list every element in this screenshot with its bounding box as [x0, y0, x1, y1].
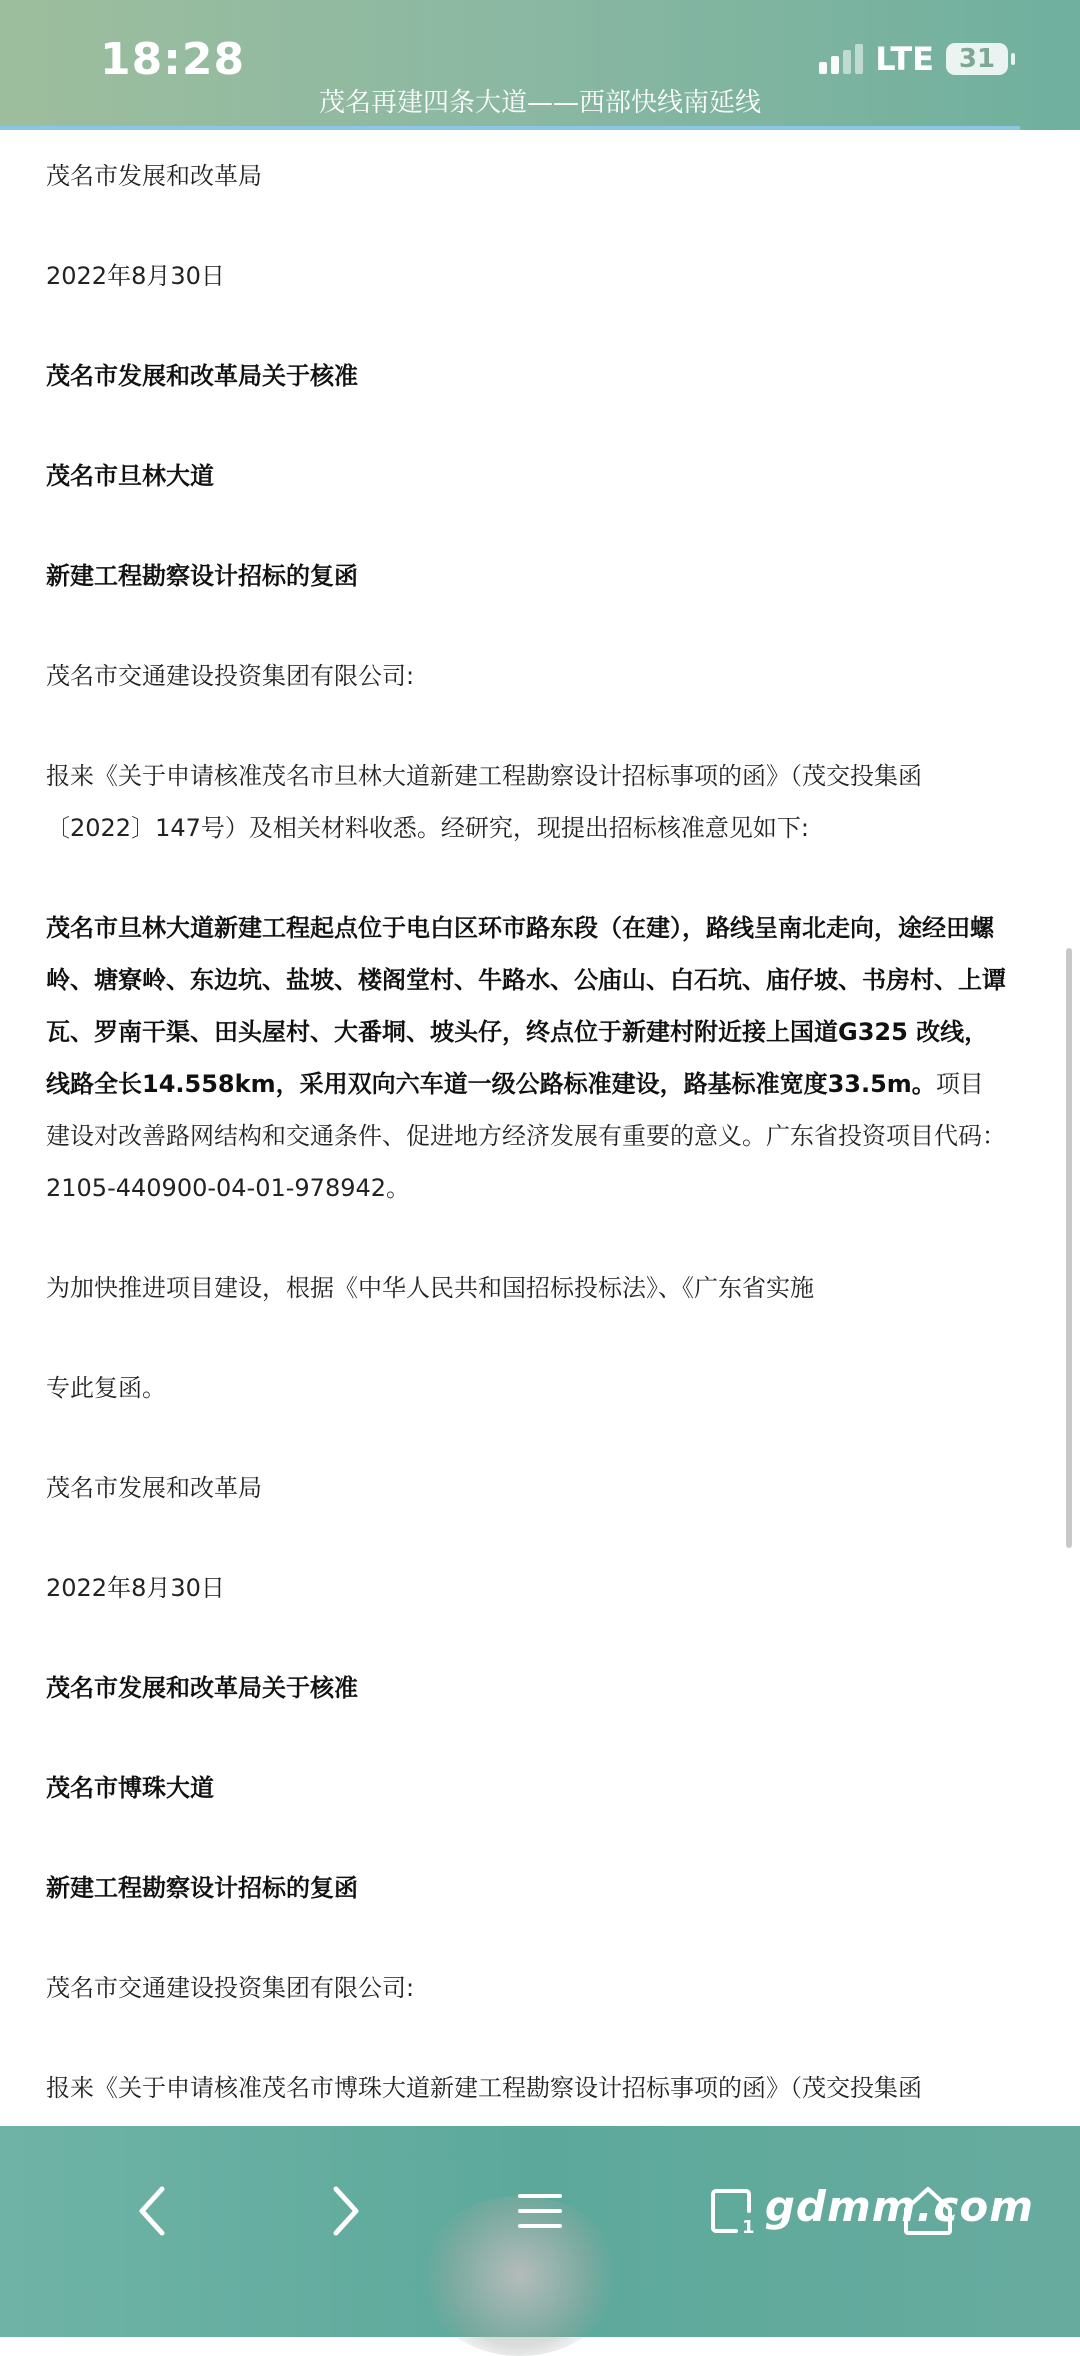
recipient: 茂名市交通建设投资集团有限公司: — [46, 1974, 415, 2002]
back-button[interactable] — [107, 2166, 197, 2256]
bottom-nav-bar — [0, 2126, 1080, 2337]
project-description-significance: 项目建设对改善路网结构和交通条件、促进地方经济发展有重要的意义。广东省投资项目代码：2105-440900-04-01-978942。 — [46, 1070, 1006, 1202]
issuer-name: 茂名市发展和改革局 — [46, 1474, 262, 1502]
issuer-name: 茂名市发展和改革局 — [46, 162, 262, 190]
menu-button[interactable] — [495, 2166, 585, 2256]
project-description-key-facts: 茂名市旦林大道新建工程起点位于电白区环市路东段（在建），路线呈南北走向，途经田螺岭、塘寮岭、东边坑、盐坡、楼阁堂村、牛路水、公庙山、白石坑、庙仔坡、书房村、上谭瓦、罗南干渠、田头屋村、大番垌、坡头仔，终点位于新建村附近接上国道G325 改线，线路全长14.558km，采用双向六车道一级公路标准建设，路基标准宽度33.5m。 — [46, 914, 1006, 1098]
scrollbar[interactable] — [1066, 948, 1072, 1548]
battery-icon: 31 — [946, 43, 1008, 75]
issue-date: 2022年8月30日 — [46, 1574, 225, 1602]
legal-basis: 为加快推进项目建设，根据《中华人民共和国招标投标法》、《广东省实施 — [46, 1274, 814, 1302]
menu-icon — [515, 2186, 565, 2236]
forward-button[interactable] — [301, 2166, 391, 2256]
doc-title-line-2: 茂名市旦林大道 — [46, 462, 214, 490]
tab-count: 1 — [742, 2217, 755, 2238]
letter-intro: 报来《关于申请核准茂名市旦林大道新建工程勘察设计招标事项的函》（茂交投集函〔2022〕147号）及相关材料收悉。经研究，现提出招标核准意见如下: — [46, 762, 922, 842]
closing-line: 专此复函。 — [46, 1374, 166, 1402]
doc-title-line-2: 茂名市博珠大道 — [46, 1774, 214, 1802]
doc-title-line-1: 茂名市发展和改革局关于核准 — [46, 362, 358, 390]
status-indicators — [819, 40, 1008, 78]
recipient: 茂名市交通建设投资集团有限公司: — [46, 662, 415, 690]
back-icon — [132, 2183, 172, 2239]
project-description — [46, 902, 1006, 1214]
network-type: LTE — [875, 40, 934, 78]
forward-icon — [326, 2183, 366, 2239]
page-title: 茂名再建四条大道——西部快线南延线 — [318, 88, 761, 118]
issue-date: 2022年8月30日 — [46, 262, 225, 290]
site-watermark: gdmm.com — [764, 2182, 1034, 2231]
doc-title-line-1: 茂名市发展和改革局关于核准 — [46, 1674, 358, 1702]
letter-intro: 报来《关于申请核准茂名市博珠大道新建工程勘察设计招标事项的函》（茂交投集函 — [46, 2074, 922, 2102]
article-body — [46, 130, 1006, 2114]
doc-title-line-3: 新建工程勘察设计招标的复函 — [46, 1874, 358, 1902]
status-time: 18:28 — [100, 34, 246, 85]
signal-icon — [819, 44, 863, 74]
top-header — [0, 0, 1080, 130]
doc-title-line-3: 新建工程勘察设计招标的复函 — [46, 562, 358, 590]
tabs-icon — [706, 2183, 762, 2239]
